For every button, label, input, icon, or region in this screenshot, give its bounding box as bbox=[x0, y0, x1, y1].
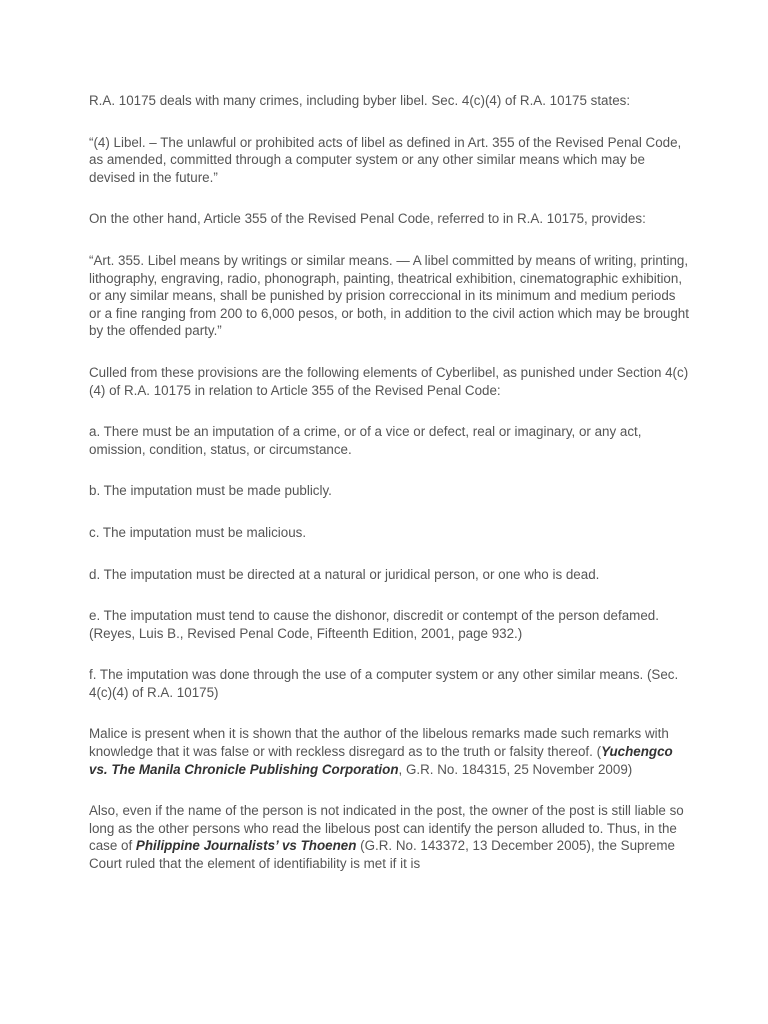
paragraph-text: a. There must be an imputation of a crime, or of a vice or defect, real or imaginary, or any act, omission, condition, status, or circumstance. bbox=[89, 424, 642, 457]
case-citation: Philippine Journalists’ vs Thoenen bbox=[135, 838, 357, 854]
paragraph bbox=[89, 92, 689, 110]
paragraph-text: f. The imputation was done through the use of a computer system or any other similar means. (Sec. 4(c)(4) of R.A. 10175) bbox=[89, 667, 679, 700]
paragraph-text: “Art. 355. Libel means by writings or similar means. — A libel committed by means of writing, printing, lithography, engraving, radio, phonograph, painting, theatrical exhibition, cinematographic exhibition, or any similar means, shall be punished by prision correccional in its minimum and medium periods or a fine ranging from 200 to 6,000 pesos, or both, in addition to the civil action which may be brought by the offended party.” bbox=[89, 252, 689, 339]
paragraph-text: , G.R. No. 184315, 25 November 2009) bbox=[398, 761, 633, 777]
paragraph-text: “(4) Libel. – The unlawful or prohibited acts of libel as defined in Art. 355 of the Revised Penal Code, as amended, committed through a computer system or any other similar means which may be devised in the future.” bbox=[89, 134, 682, 185]
element-item bbox=[89, 482, 689, 500]
paragraph-text: R.A. 10175 deals with many crimes, including byber libel. Sec. 4(c)(4) of R.A. 10175 states: bbox=[89, 93, 631, 108]
paragraph-text: Also, even if the name of the person is not indicated in the post, the owner of the post is still liable so long as the other persons who read the libelous post can identify the person alluded to. Thus, in the case of bbox=[89, 803, 684, 854]
paragraph-text: Culled from these provisions are the following elements of Cyberlibel, as punished under Section 4(c)(4) of R.A. 10175 in relation to Article 355 of the Revised Penal Code: bbox=[89, 364, 689, 398]
quoted-provision bbox=[89, 134, 689, 187]
element-item bbox=[89, 566, 689, 584]
paragraph-text: e. The imputation must tend to cause the dishonor, discredit or contempt of the person defamed. (Reyes, Luis B., Revised Penal Code, Fifteenth Edition, 2001, page 932.) bbox=[89, 608, 659, 641]
element-item bbox=[89, 524, 689, 542]
paragraph bbox=[89, 210, 689, 228]
paragraph bbox=[89, 802, 689, 872]
paragraph bbox=[89, 725, 689, 778]
paragraph-text: b. The imputation must be made publicly. bbox=[89, 483, 332, 499]
element-item bbox=[89, 666, 689, 701]
paragraph-text: d. The imputation must be directed at a natural or juridical person, or one who is dead. bbox=[89, 566, 600, 582]
paragraph-text: On the other hand, Article 355 of the Revised Penal Code, referred to in R.A. 10175, provides: bbox=[89, 211, 646, 227]
case-citation: Yuchengco vs. The Manila Chronicle Publishing Corporation bbox=[89, 744, 673, 777]
document-body bbox=[89, 92, 689, 897]
quoted-article bbox=[89, 252, 689, 340]
element-item bbox=[89, 607, 689, 642]
paragraph-text: (G.R. No. 143372, 13 December 2005), the Supreme Court ruled that the element of identifiability is met if it is bbox=[89, 838, 675, 872]
paragraph-text: c. The imputation must be malicious. bbox=[89, 524, 307, 540]
paragraph-text: Malice is present when it is shown that the author of the libelous remarks made such remarks with knowledge that it was false or with reckless disregard as to the truth or falsity thereof. ( bbox=[89, 726, 669, 760]
element-item bbox=[89, 423, 689, 458]
paragraph bbox=[89, 364, 689, 399]
